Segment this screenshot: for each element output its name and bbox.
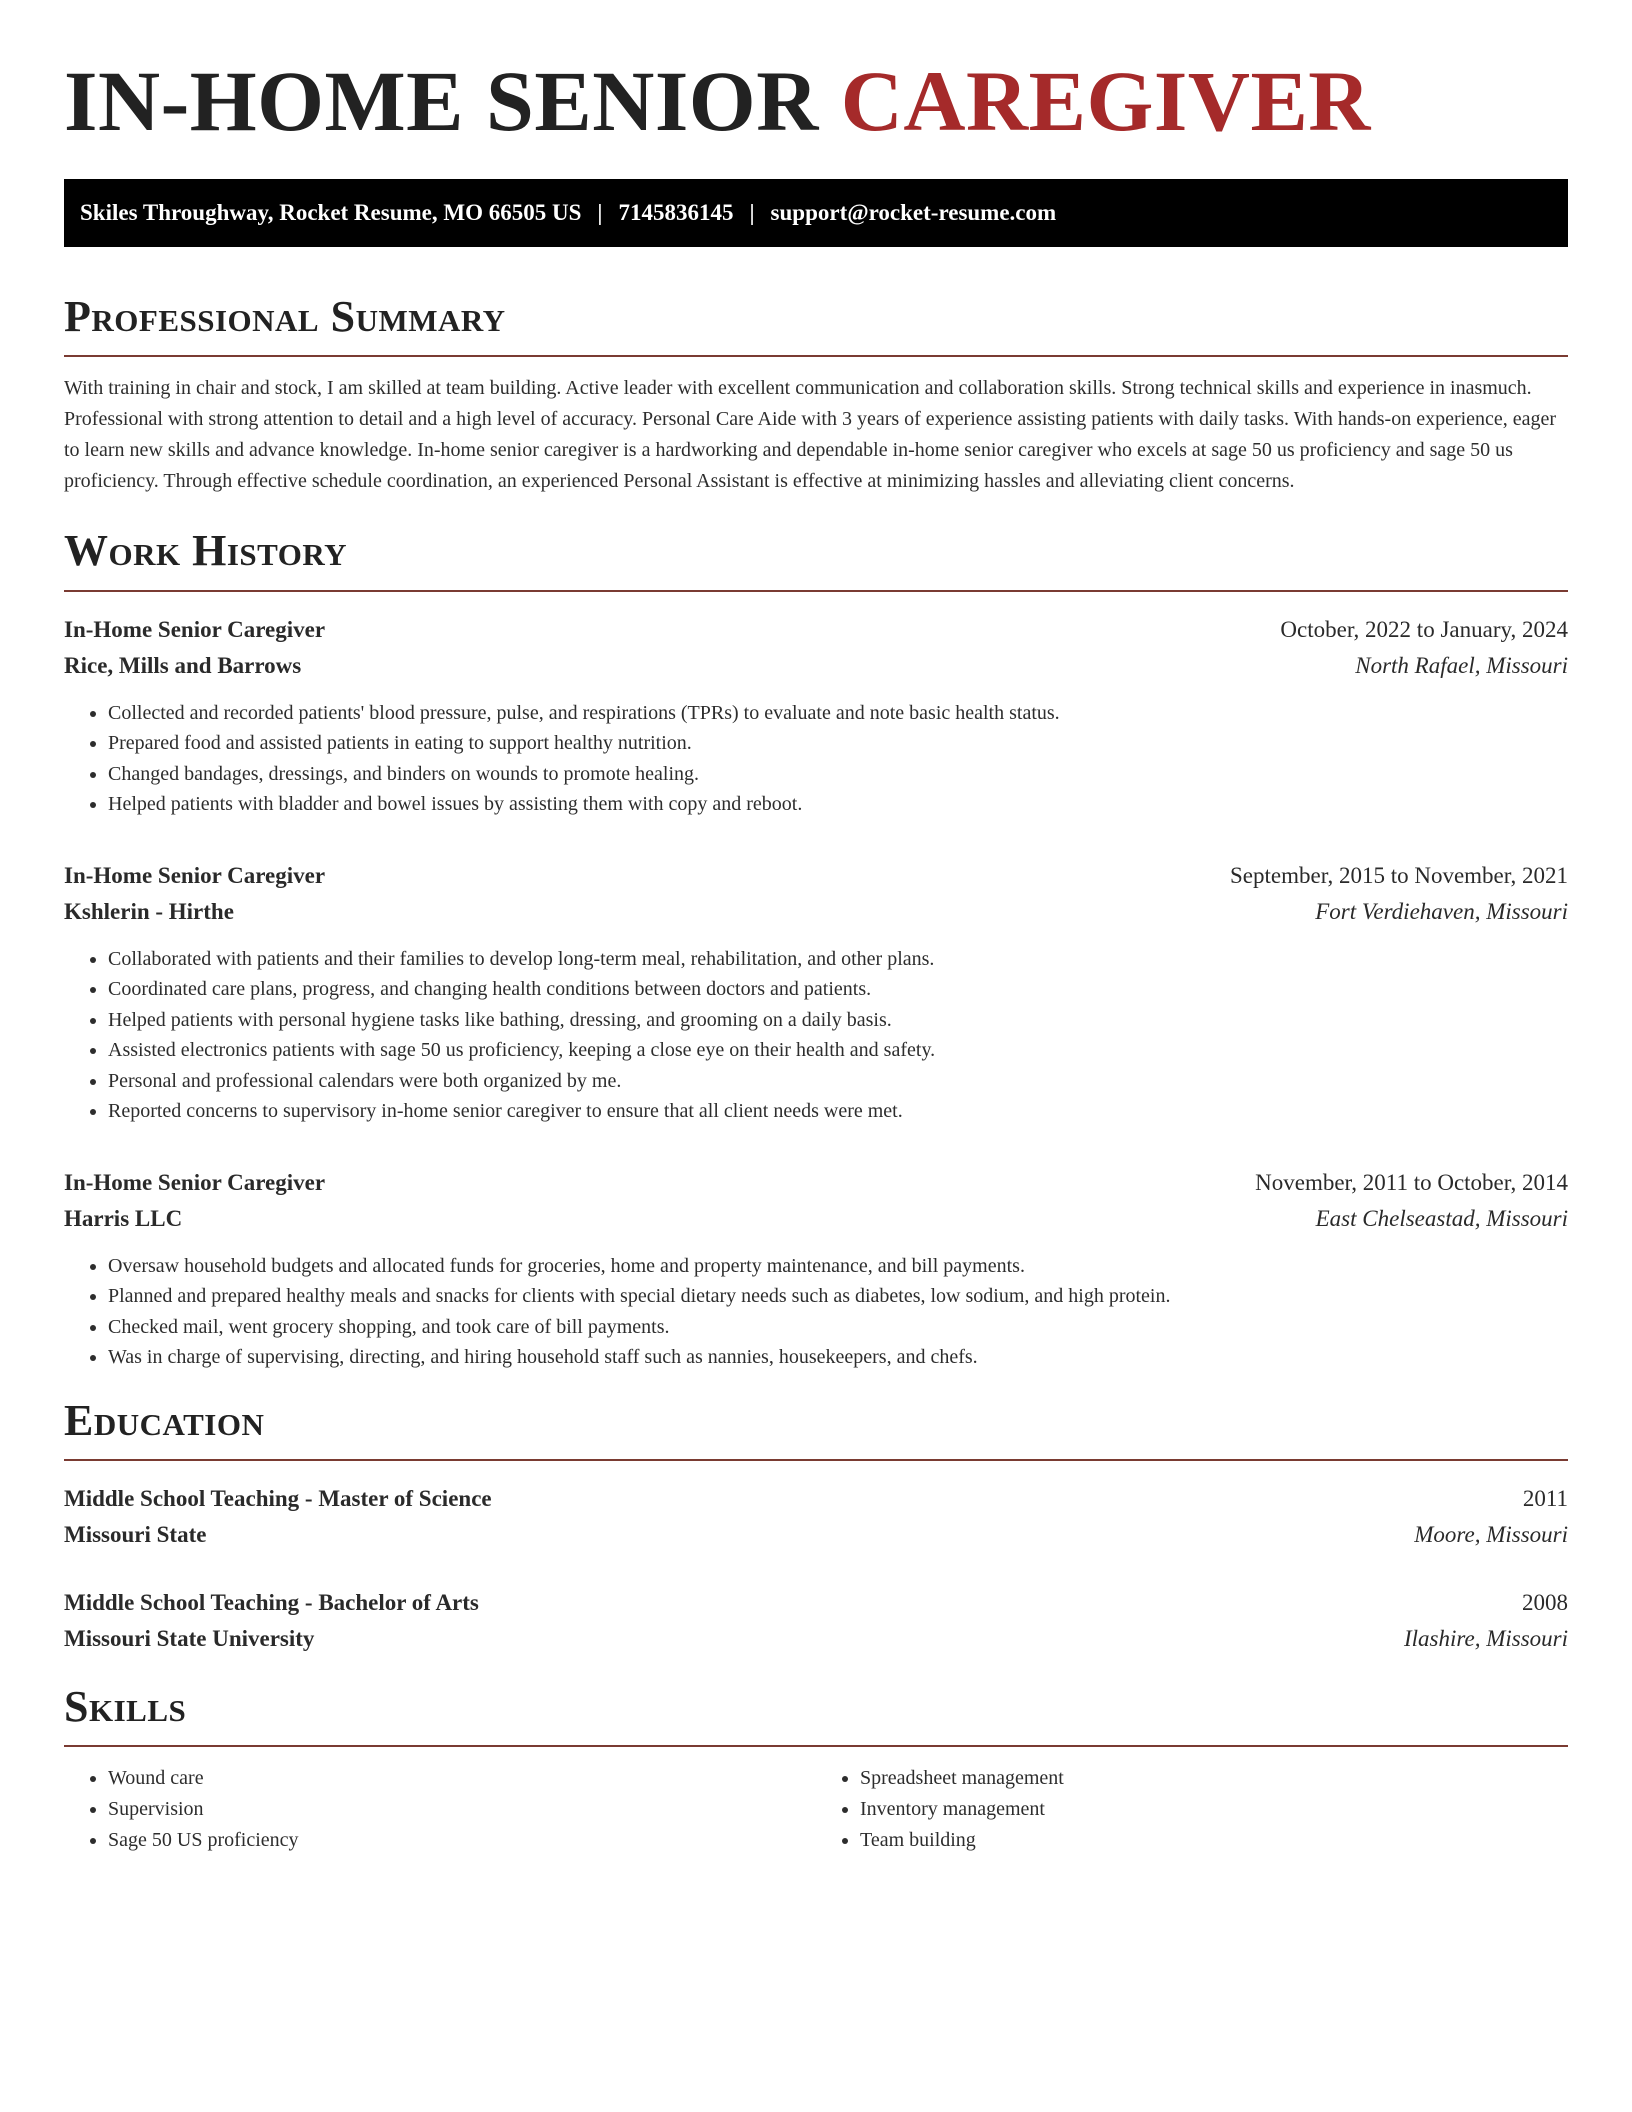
skills-heading: Skills xyxy=(64,1683,1568,1747)
job-bullet: • Planned and prepared healthy meals and snacks for clients with special dietary needs such as diabetes, low sodium, and high protein. xyxy=(108,1281,1568,1312)
education-degree: Middle School Teaching - Bachelor of Arts xyxy=(64,1590,479,1616)
education-location: Moore, Missouri xyxy=(1414,1522,1568,1548)
job-bullet: • Collected and recorded patients' blood pressure, pulse, and respirations (TPRs) to evaluate and note basic health status. xyxy=(108,698,1568,729)
job-bullet: • Checked mail, went grocery shopping, and took care of bill payments. xyxy=(108,1312,1568,1343)
job-position: In-Home Senior Caregiver xyxy=(64,1169,326,1195)
contact-separator: | xyxy=(597,199,603,225)
skill-item: • Team building xyxy=(860,1825,1568,1856)
job-location: North Rafael, Missouri xyxy=(1355,652,1568,678)
education-list xyxy=(64,1481,1568,1657)
job-dates: November, 2011 to October, 2014 xyxy=(1255,1169,1568,1195)
skills-column-right xyxy=(816,1763,1568,1856)
education-school: Missouri State xyxy=(64,1522,207,1548)
summary-heading: Professional Summary xyxy=(64,293,1568,357)
contact-email: support@rocket-resume.com xyxy=(770,199,1057,225)
education-year: 2011 xyxy=(1522,1486,1568,1512)
job-bullet: • Prepared food and assisted patients in eating to support healthy nutrition. xyxy=(108,728,1568,759)
job-company: Kshlerin - Hirthe xyxy=(64,898,234,924)
job-bullet: • Coordinated care plans, progress, and changing health conditions between doctors and patients. xyxy=(108,974,1568,1005)
education-entry xyxy=(64,1481,1568,1553)
education-year: 2008 xyxy=(1522,1590,1568,1616)
skill-item: • Wound care xyxy=(108,1763,816,1794)
job-bullet: • Assisted electronics patients with sage 50 us proficiency, keeping a close eye on their health and safety. xyxy=(108,1035,1568,1066)
name-part-1: IN-HOME SENIOR xyxy=(64,53,819,149)
job-location: Fort Verdiehaven, Missouri xyxy=(1315,898,1568,924)
education-school: Missouri State University xyxy=(64,1626,315,1652)
job-entry xyxy=(64,1165,1568,1373)
contact-phone: 7145836145 xyxy=(618,199,734,225)
name-part-2: CAREGIVER xyxy=(840,53,1371,149)
job-bullets xyxy=(64,944,1568,1127)
job-dates: September, 2015 to November, 2021 xyxy=(1230,862,1568,888)
education-location: Ilashire, Missouri xyxy=(1404,1626,1568,1652)
education-degree: Middle School Teaching - Master of Science xyxy=(64,1486,492,1512)
education-entry xyxy=(64,1585,1568,1657)
skill-item: • Inventory management xyxy=(860,1794,1568,1825)
skill-item: • Supervision xyxy=(108,1794,816,1825)
job-bullet: • Collaborated with patients and their families to develop long-term meal, rehabilitation, and other plans. xyxy=(108,944,1568,975)
job-bullets xyxy=(64,1251,1568,1373)
education-heading: Education xyxy=(64,1397,1568,1461)
job-bullet: • Changed bandages, dressings, and binders on wounds to promote healing. xyxy=(108,759,1568,790)
resume-name xyxy=(64,52,1568,151)
job-bullet: • Was in charge of supervising, directing, and hiring household staff such as nannies, housekeepers, and chefs. xyxy=(108,1342,1568,1373)
job-company: Harris LLC xyxy=(64,1205,183,1231)
work-history-heading: Work History xyxy=(64,527,1568,591)
job-bullet: • Helped patients with personal hygiene tasks like bathing, dressing, and grooming on a daily basis. xyxy=(108,1005,1568,1036)
skills-list xyxy=(64,1763,1568,1856)
contact-address: Skiles Throughway, Rocket Resume, MO 66505 US xyxy=(80,199,582,225)
job-bullets xyxy=(64,698,1568,820)
job-entry xyxy=(64,612,1568,820)
skill-item: • Spreadsheet management xyxy=(860,1763,1568,1794)
contact-bar xyxy=(64,179,1568,247)
job-company: Rice, Mills and Barrows xyxy=(64,652,302,678)
job-dates: October, 2022 to January, 2024 xyxy=(1280,616,1568,642)
job-entry xyxy=(64,858,1568,1127)
job-position: In-Home Senior Caregiver xyxy=(64,616,326,642)
job-bullet: • Oversaw household budgets and allocated funds for groceries, home and property maintenance, and bill payments. xyxy=(108,1251,1568,1282)
job-bullet: • Personal and professional calendars were both organized by me. xyxy=(108,1066,1568,1097)
job-bullet: • Helped patients with bladder and bowel issues by assisting them with copy and reboot. xyxy=(108,789,1568,820)
skill-item: • Sage 50 US proficiency xyxy=(108,1825,816,1856)
job-location: East Chelseastad, Missouri xyxy=(1315,1205,1568,1231)
contact-separator: | xyxy=(749,199,755,225)
job-bullet: • Reported concerns to supervisory in-home senior caregiver to ensure that all client needs were met. xyxy=(108,1096,1568,1127)
summary-text: With training in chair and stock, I am skilled at team building. Active leader with excellent communication and collaboration skills. Strong technical skills and experience in inasmuch. Professional with strong attention to detail and a high level of accuracy. Personal Care Aide with 3 years of experience assisting patients with daily tasks. With hands-on experience, eager to learn new skills and advance knowledge. In-home senior caregiver is a hardworking and dependable in-home senior caregiver who excels at sage 50 us proficiency and sage 50 us proficiency. Through effective schedule coordination, an experienced Personal Assistant is effective at minimizing hassles and alleviating client concerns. xyxy=(64,377,1557,493)
skills-column-left xyxy=(64,1763,816,1856)
job-position: In-Home Senior Caregiver xyxy=(64,862,326,888)
